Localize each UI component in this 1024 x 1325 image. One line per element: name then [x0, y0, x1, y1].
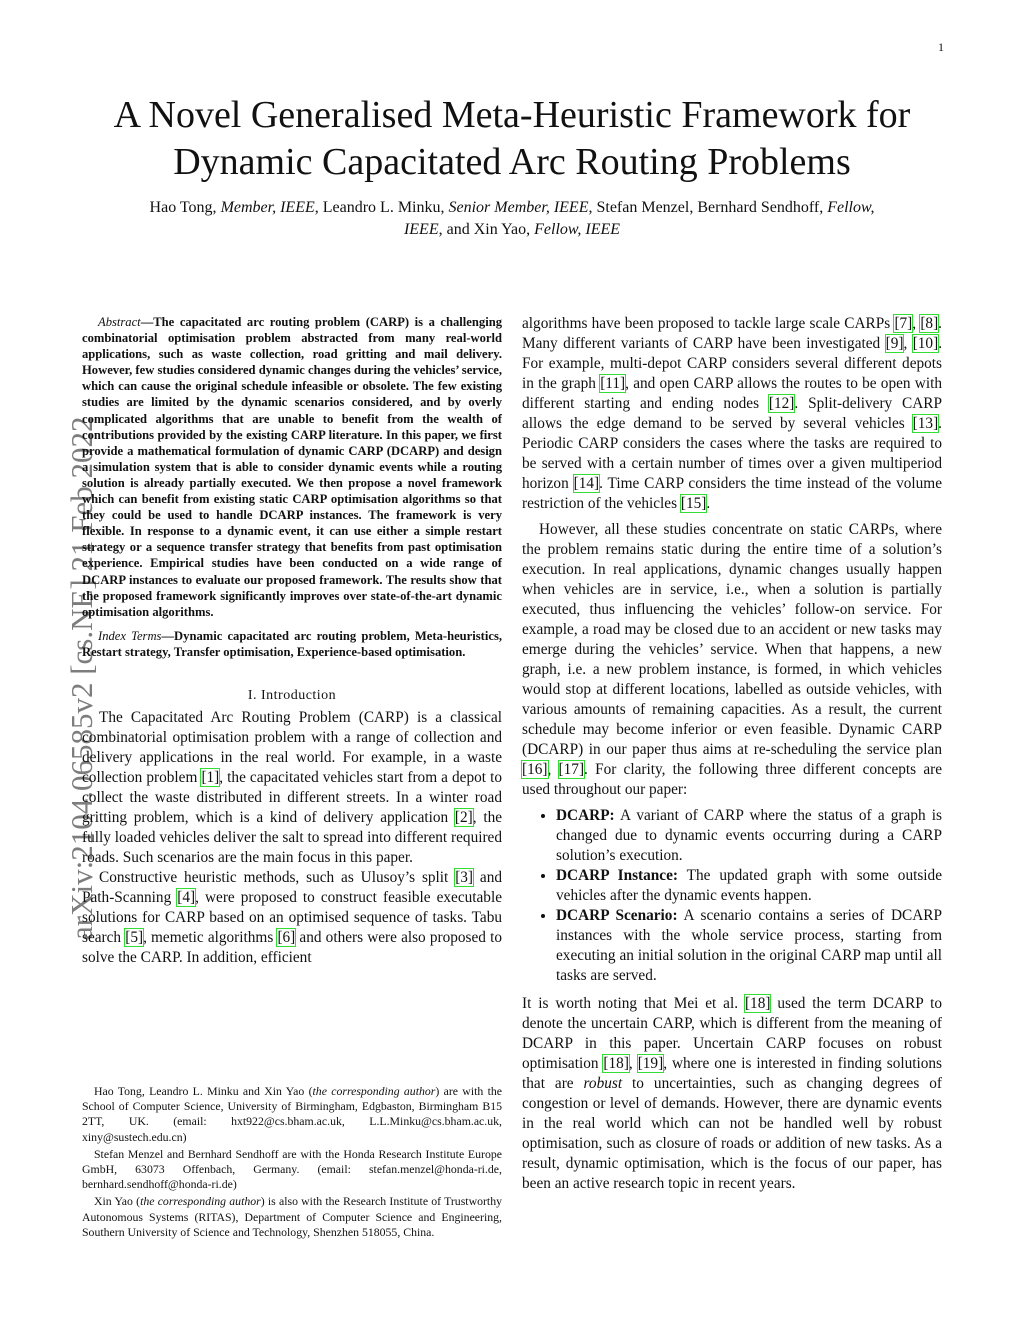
citation-link[interactable]: [5] [125, 928, 144, 946]
intro-paragraph-2 [82, 868, 502, 968]
list-item-term: DCARP: [556, 807, 615, 824]
text-run: , [903, 335, 913, 352]
left-column [82, 314, 502, 968]
citation-link[interactable]: [3] [455, 868, 474, 886]
text-run: , were proposed to construct feasible executable solutions for CARP based on an optimised sequence of tasks. Tabu search [82, 888, 502, 946]
arxiv-stamp: arXiv:2104.06585v2 [cs.NE] 21 Feb 2022 [64, 416, 99, 940]
title-line-2: Dynamic Capacitated Arc Routing Problems [173, 141, 851, 183]
list-item-term: DCARP Scenario: [556, 907, 678, 924]
list-item-text: A variant of CARP where the status of a graph is changed due to dynamic events occurring during a CARP solution’s execution. [556, 807, 942, 864]
title-line-1: A Novel Generalised Meta-Heuristic Framework for [113, 94, 911, 136]
citation-link[interactable]: [6] [277, 928, 296, 946]
citation-link[interactable]: [13] [912, 415, 939, 432]
footnote-1 [82, 1084, 502, 1145]
text-run: ) are with the School of Computer Science, University of Birmingham, Edgbaston, Birmingham B15 2TT, UK. (email: hxt922@cs.bham.ac.uk, L.L.Minku@cs.bham.ac.uk, xiny@sustech.edu.cn) [82, 1084, 503, 1144]
index-terms [82, 628, 502, 660]
intro-paragraph-1 [82, 708, 502, 868]
author-text: , Stefan Menzel, Bernhard Sendhoff, [588, 199, 828, 216]
citation-link[interactable]: [14] [573, 475, 600, 492]
text-run: Xin Yao ( [94, 1194, 141, 1209]
text-run: . [706, 495, 711, 512]
author-role: IEEE [403, 221, 439, 238]
text-run: ) is also with the Research Institute of Trustworthy Autonomous Systems (RITAS), Department of Computer Science and Engineering, Southern University of Science and Technology, Shenzhen 518055, China. [82, 1194, 502, 1239]
author-text: , Leandro L. Minku, [314, 199, 449, 216]
citation-link[interactable]: [2] [454, 808, 473, 826]
text-run: . For clarity, the following three different concepts are used throughout our paper: [522, 761, 943, 798]
footnote-2: Stefan Menzel and Bernhard Sendhoff are with the Honda Research Institute Europe GmbH, 63073 Offenbach, Germany. (email: stefan.menzel@honda-ri.de, bernhard.sendhoff@honda-ri.de) [82, 1146, 502, 1192]
text-run: , the capacitated vehicles start from a depot to collect the waste distributed in different streets. In a winter road gritting problem, which is a kind of delivery application [82, 768, 502, 826]
list-item-text: A scenario contains a series of DCARP instances with the whole service process, starting from executing an initial solution in the original CARP map until all tasks are served. [556, 907, 942, 984]
text-run: the corresponding author [140, 1194, 261, 1209]
author-role: Senior Member, IEEE [448, 199, 589, 216]
abstract-label: Abstract [98, 315, 141, 329]
list-item-text: The updated graph with some outside vehicles after the dynamic events happen. [556, 867, 942, 904]
citation-link[interactable]: [11] [600, 375, 626, 392]
right-paragraph-2 [522, 520, 942, 800]
citation-link[interactable]: [18] [744, 995, 771, 1012]
text-run: , [912, 315, 921, 332]
citation-link[interactable]: [12] [768, 395, 795, 412]
footnote-3 [82, 1194, 502, 1240]
text-run: used the term DCARP to denote the uncertain CARP, which is different from the meaning of DCARP in this paper. Uncertain CARP focuses on robust optimisation [522, 995, 943, 1072]
citation-link[interactable]: [8] [920, 315, 939, 332]
text-run: and Path-Scanning [82, 868, 502, 906]
author-role: Fellow, IEEE [534, 221, 621, 238]
right-column [522, 314, 942, 1194]
text-run: to uncertainties, such as changing degrees of congestion or level of demands. However, there are dynamic events in the real world which can not be handled well by robust optimisation, such as closure of roads or addition of new tasks. As a result, dynamic optimisation, which is the focus of our paper, has been an active research topic in recent years. [522, 1075, 943, 1192]
page-number: 1 [938, 40, 944, 54]
right-paragraph-3 [522, 994, 942, 1194]
right-paragraph-1 [522, 314, 942, 514]
paper-title [0, 92, 1024, 186]
citation-link[interactable]: [7] [894, 315, 913, 332]
abstract [82, 314, 502, 620]
index-terms-text: —Dynamic capacitated arc routing problem, Meta-heuristics, Restart strategy, Transfer optimisation, Experience-based optimisation. [82, 628, 502, 659]
section-heading: I. Introduction [247, 687, 337, 703]
citation-link[interactable]: [17] [558, 761, 585, 778]
list-item [556, 806, 942, 866]
text-run: Constructive heuristic methods, such as Ulusoy’s split [99, 868, 456, 886]
text-run: , where one is interested in finding solutions that are [522, 1055, 942, 1092]
text-run: . Time CARP considers the time instead of the volume restriction of the vehicles [522, 475, 942, 512]
citation-link[interactable]: [18] [603, 1055, 629, 1072]
concept-list [522, 806, 942, 986]
citation-link[interactable]: [15] [680, 495, 707, 512]
citation-link[interactable]: [1] [201, 768, 220, 786]
text-run: robust [583, 1075, 623, 1092]
abstract-text: —The capacitated arc routing problem (CARP) is a challenging combinatorial optimisation problem abstracted from many real-world applications, such as waste collection, road gritting and mail delivery. However, few studies considered dynamic changes during the vehicles’ service, which can cause the original schedule infeasible or obsolete. The few existing studies are limited by the dynamic scenarios considered, and by overly complicated algorithms that are unable to benefit from the wealth of contributions provided by the existing CARP literature. In this paper, we first provide a mathematical formulation of dynamic CARP (DCARP) and design a simulation system that is able to consider dynamic events while a routing solution is already partially executed. We then propose a novel framework which can benefit from existing static CARP optimisation algorithms so that they could be used to handle DCARP instances. The framework is very flexible. In response to a dynamic event, it can use either a simple restart strategy or a sequence transfer strategy that benefits from past optimisation experience. Empirical studies have been conducted on a wide range of DCARP instances to evaluate our proposed framework. The results show that the proposed framework significantly improves over state-of-the-art dynamic optimisation algorithms. [82, 315, 502, 619]
citation-link[interactable]: [4] [177, 888, 196, 906]
citation-link[interactable]: [19] [637, 1055, 664, 1072]
text-run: The Capacitated Arc Routing Problem (CARP) is a classical combinatorial optimisation problem with a range of collection and delivery applications in the real world. For example, in a waste collection problem [82, 708, 502, 786]
list-item [556, 906, 942, 986]
citation-link[interactable]: [10] [912, 335, 939, 352]
text-run: Hao Tong, Leandro L. Minku and Xin Yao ( [94, 1084, 313, 1098]
footnotes [82, 1084, 502, 1242]
text-run: It is worth noting that Mei et al. [522, 995, 745, 1012]
text-run: . Many different variants of CARP have been investigated [522, 315, 942, 352]
text-run: algorithms have been proposed to tackle large scale CARPs [522, 315, 895, 332]
text-run: . Periodic CARP considers the cases where the tasks are required to be served with a certain number of times over a given multiperiod horizon [522, 415, 942, 492]
text-run: , and open CARP allows the routes to be open with different starting and ending nodes [522, 375, 942, 412]
author-role: Member, IEEE [220, 199, 315, 216]
text-run: the corresponding author [312, 1084, 436, 1098]
text-run: . For example, multi-depot CARP considers several different depots in the graph [522, 335, 943, 392]
list-item-term: DCARP Instance: [556, 867, 678, 884]
citation-link[interactable]: [16] [522, 761, 548, 778]
text-run: , the fully loaded vehicles deliver the salt to spread into different required roads. Such scenarios are the main focus in this paper. [82, 808, 503, 866]
text-run: . Split-delivery CARP allows the edge demand to be served by several vehicles [522, 395, 942, 432]
author-list [80, 197, 944, 241]
author-text: Hao Tong, [149, 199, 221, 216]
text-run: , [547, 761, 559, 778]
citation-link[interactable]: [9] [885, 335, 904, 352]
text-run: , memetic algorithms [143, 928, 278, 946]
list-item [556, 866, 942, 906]
author-text: , and Xin Yao, [438, 221, 535, 238]
author-role: Fellow, [827, 199, 875, 216]
text-run: However, all these studies concentrate on static CARPs, where the problem remains static during the entire time of a solution’s execution. In real applications, dynamic changes usually happen when vehicles are in service, i.e., when a solution is partially executed, thus influencing the vehicles’ follow-on service. For example, a road may be closed due to an accident or new tasks may emerge during the vehicles’ service. When that happens, a new graph, i.e. a new problem instance, is formed, in which vehicles would stop at different locations, labelled as outside vehicles, with various amounts of remaining capacities. As a result, the current schedule may become inferior or even feasible. Dynamic CARP (DCARP) in our paper thus aims at re-scheduling the service plan [522, 521, 942, 758]
index-terms-label: Index Terms [98, 628, 162, 643]
text-run: , [628, 1055, 638, 1072]
text-run: and others were also proposed to solve the CARP. In addition, efficient [82, 928, 502, 966]
